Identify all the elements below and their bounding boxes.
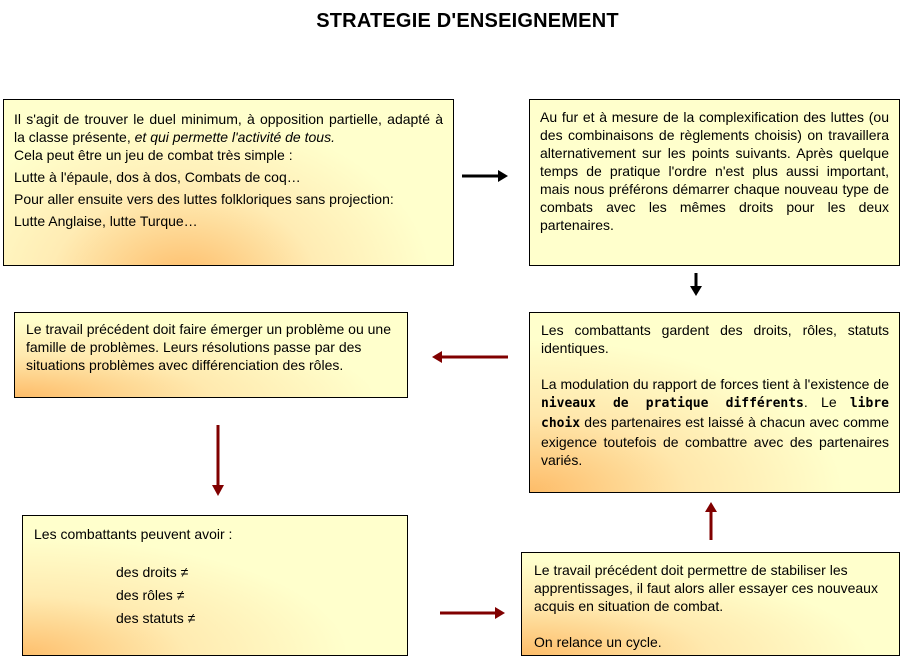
box-e-p1: Le travail précédent doit permettre de stabiliser les apprentissages, il faut alors aller essayer ces nouveaux acquis en situation de combat. — [534, 562, 878, 614]
box-c-p2-c: des partenaires est laissé à chacun avec comme exigence toutefois de combattre avec des partenaires variés. — [541, 414, 889, 468]
box-emergence-probleme — [14, 312, 408, 398]
arrow-down-red — [210, 424, 226, 498]
box-f-intro: Les combattants peuvent avoir : — [34, 526, 233, 542]
box-a-line5: Lutte Anglaise, lutte Turque… — [14, 213, 198, 229]
box-combattants-peuvent — [22, 515, 408, 656]
page-title: STRATEGIE D'ENSEIGNEMENT — [316, 10, 619, 32]
box-a-line2: Cela peut être un jeu de combat très simple : — [14, 147, 293, 163]
box-a-line1: Il s'agit de trouver le duel minimum, à opposition partielle, adapté à la classe présente, — [14, 111, 443, 145]
arrow-right-black — [460, 168, 510, 184]
box-complexification — [529, 99, 900, 266]
box-f-item: des droits ≠ — [116, 564, 189, 580]
box-d-text: Le travail précédent doit faire émerger un problème ou une famille de problèmes. Leurs résolutions passe par des situations problèmes avec différenciation des rôles. — [26, 321, 391, 373]
box-a-line3: Lutte à l'épaule, dos à dos, Combats de coq… — [14, 169, 301, 185]
box-droits-identiques — [529, 312, 900, 493]
box-a-intro — [14, 110, 443, 146]
arrow-right-red — [438, 605, 508, 621]
box-a-line4: Pour aller ensuite vers des luttes folkloriques sans projection: — [14, 191, 394, 207]
box-a-line1-italic: et qui permette l'activité de tous. — [134, 129, 335, 145]
arrow-up-red — [703, 500, 719, 542]
box-f-item: des statuts ≠ — [116, 610, 196, 626]
box-f-item: des rôles ≠ — [116, 587, 185, 603]
box-stabiliser — [521, 552, 900, 656]
box-c-p1: Les combattants gardent des droits, rôles, statuts identiques. — [541, 322, 889, 356]
box-c-p2 — [541, 375, 889, 469]
box-c-p2-b: . Le — [803, 394, 850, 410]
arrow-down-black — [688, 272, 704, 298]
box-b-text: Au fur et à mesure de la complexification des luttes (ou des combinaisons de règlements choisis) on travaillera alternativement sur les points suivants. Après quelque temps de pratique l'ordre n'est plus aussi important, mais nous préférons démarrer chaque nouveau type de combats avec les mêmes droits pour les deux partenaires. — [540, 109, 889, 233]
arrow-left-red — [430, 349, 510, 365]
box-c-p2-a: La modulation du rapport de forces tient à l'existence de — [541, 376, 889, 392]
box-e-p2: On relance un cycle. — [534, 634, 662, 650]
box-duel-minimum — [3, 99, 454, 266]
box-c-libre-choix: libre choix — [541, 396, 889, 431]
box-c-niveaux: niveaux de pratique différents — [541, 396, 804, 411]
